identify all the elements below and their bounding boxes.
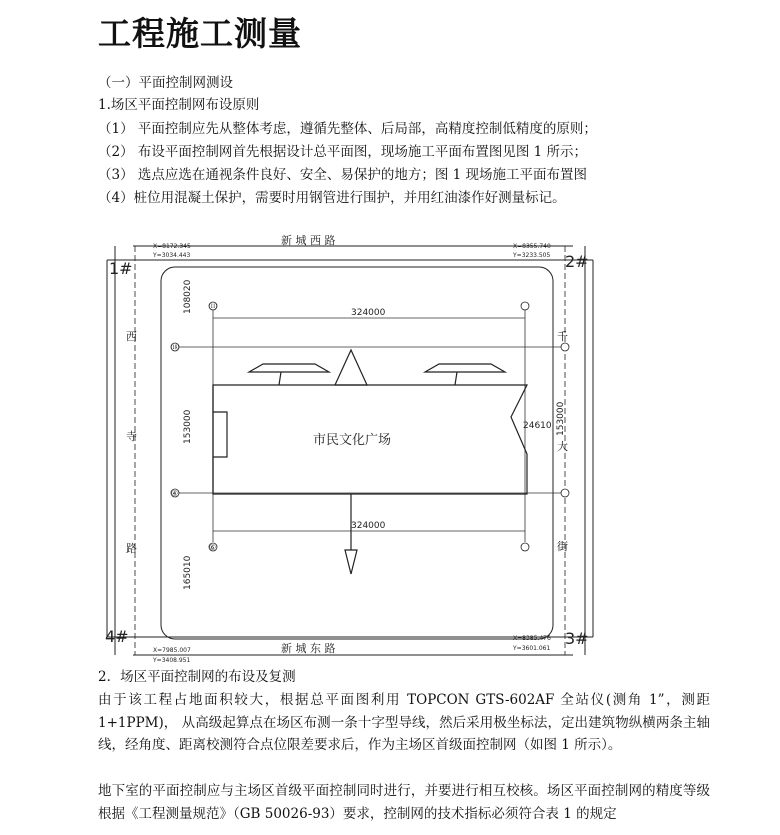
coord-nw-y: Y=3034.443 — [153, 252, 191, 259]
axis-marker-upper: ⑱ — [171, 343, 179, 352]
axis-marker-top-left: ⑪ — [209, 302, 217, 311]
principle-item-3: （3） 选点应选在通视条件良好、安全、易保护的地方；图 1 现场施工平面布置图 — [98, 167, 588, 183]
principle-item-4: （4）桩位用混凝土保护，需要时用钢管进行围护，并用红油漆作好测量标记。 — [98, 190, 566, 206]
corner-4-label: 4# — [105, 627, 129, 646]
coord-se-y: Y=3601.061 — [513, 645, 551, 652]
corner-1-label: 1# — [109, 259, 133, 278]
section-heading-2: 2．场区平面控制网的布设及复测 — [98, 669, 296, 685]
coord-sw-y: Y=3408.951 — [153, 657, 191, 664]
axis-marker-lower: ④ — [171, 489, 179, 498]
principle-item-2: （2） 布设平面控制网首先根据设计总平面图，现场施工平面布置图见图 1 所示； — [98, 144, 588, 160]
dim-east-offset: 24610 — [523, 421, 552, 431]
road-west-char-3: 路 — [126, 542, 137, 555]
dim-west-lower: 165010 — [183, 555, 193, 590]
coord-nw-x: X=8172.345 — [153, 243, 191, 250]
road-east-char-1: 千 — [557, 330, 568, 343]
site-boundary — [161, 267, 553, 639]
dim-west-upper: 108020 — [183, 279, 193, 314]
road-west-char-2: 寺 — [126, 430, 137, 443]
road-boundary-outer — [107, 260, 593, 637]
road-north-label: 新 城 西 路 — [281, 234, 336, 247]
principle-item-1: （1） 平面控制应先从整体考虑，遵循先整体、后局部，高精度控制低精度的原则； — [98, 121, 597, 137]
paragraph-2: 地下室的平面控制应与主场区首级平面控制同时进行，并要进行相互校核。场区平面控制网的精度等级根据《工程测量规范》（GB 50026-93）要求，控制网的技术指标必须符合表 1 的规定 — [98, 783, 710, 822]
paragraph-1: 由于该工程占地面积较大，根据总平面图利用 TOPCON GTS-602AF 全站仪(测角 1”，测距 1+1PPM)， 从高级起算点在场区布测一条十字型导线，然后采用极坐标法，定出建筑物纵横两条主轴线，经角度、距离校测符合点位限差要求后，作为主场区首级面控制网（如图 1 所示）。 — [98, 692, 710, 753]
road-south-label: 新 城 东 路 — [281, 642, 336, 655]
building-label: 市民文化广场 — [313, 433, 392, 448]
page-title: 工程施工测量 — [98, 14, 302, 53]
site-plan-figure — [95, 232, 605, 664]
south-entrance — [345, 494, 357, 574]
section-heading-1: （一）平面控制网测设 — [98, 75, 233, 91]
dim-west-middle: 153000 — [183, 409, 193, 444]
axis-marker-bottom-left: ⑥ — [209, 543, 217, 552]
coord-ne-x: X=8355.740 — [513, 243, 551, 250]
dim-east-middle: 153000 — [556, 401, 566, 436]
north-wing-left — [249, 364, 329, 385]
dim-top-width: 324000 — [351, 308, 386, 318]
subsection-heading-1: 1.场区平面控制网布设原则 — [98, 97, 260, 113]
coord-se-x: X=8385.476 — [513, 635, 551, 642]
road-east-char-2: 大 — [557, 440, 568, 453]
road-east-char-3: 街 — [557, 540, 568, 553]
dim-bottom-width: 324000 — [351, 521, 386, 531]
coord-ne-y: Y=3233.505 — [513, 252, 551, 259]
corner-2-label: 2# — [565, 252, 589, 271]
north-wing-center — [335, 350, 367, 385]
corner-3-label: 3# — [565, 629, 589, 648]
north-wing-right — [425, 364, 505, 385]
road-west-char-1: 西 — [126, 330, 137, 343]
coord-sw-x: X=7985.007 — [153, 647, 191, 654]
